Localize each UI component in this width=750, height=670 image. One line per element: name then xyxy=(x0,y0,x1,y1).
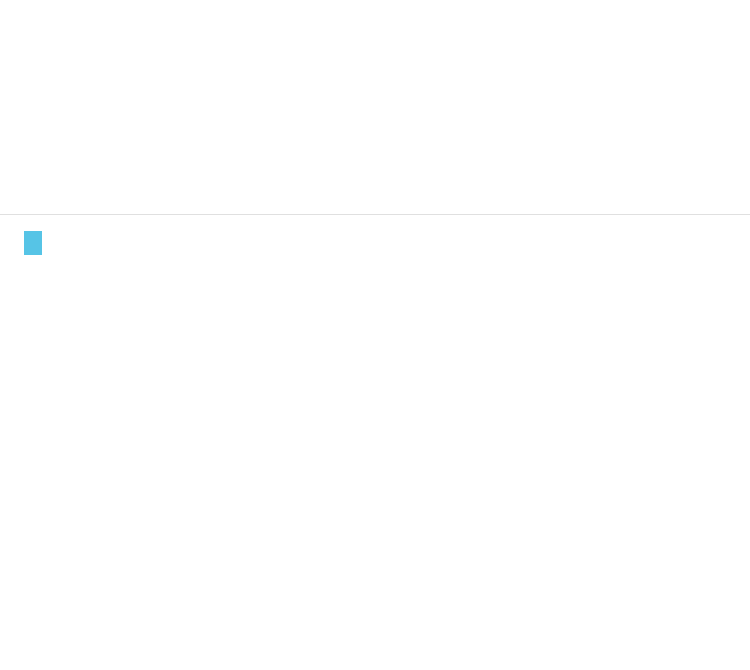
previous-table-crop xyxy=(0,0,750,160)
page-divider xyxy=(0,214,750,215)
section-heading xyxy=(24,231,42,255)
